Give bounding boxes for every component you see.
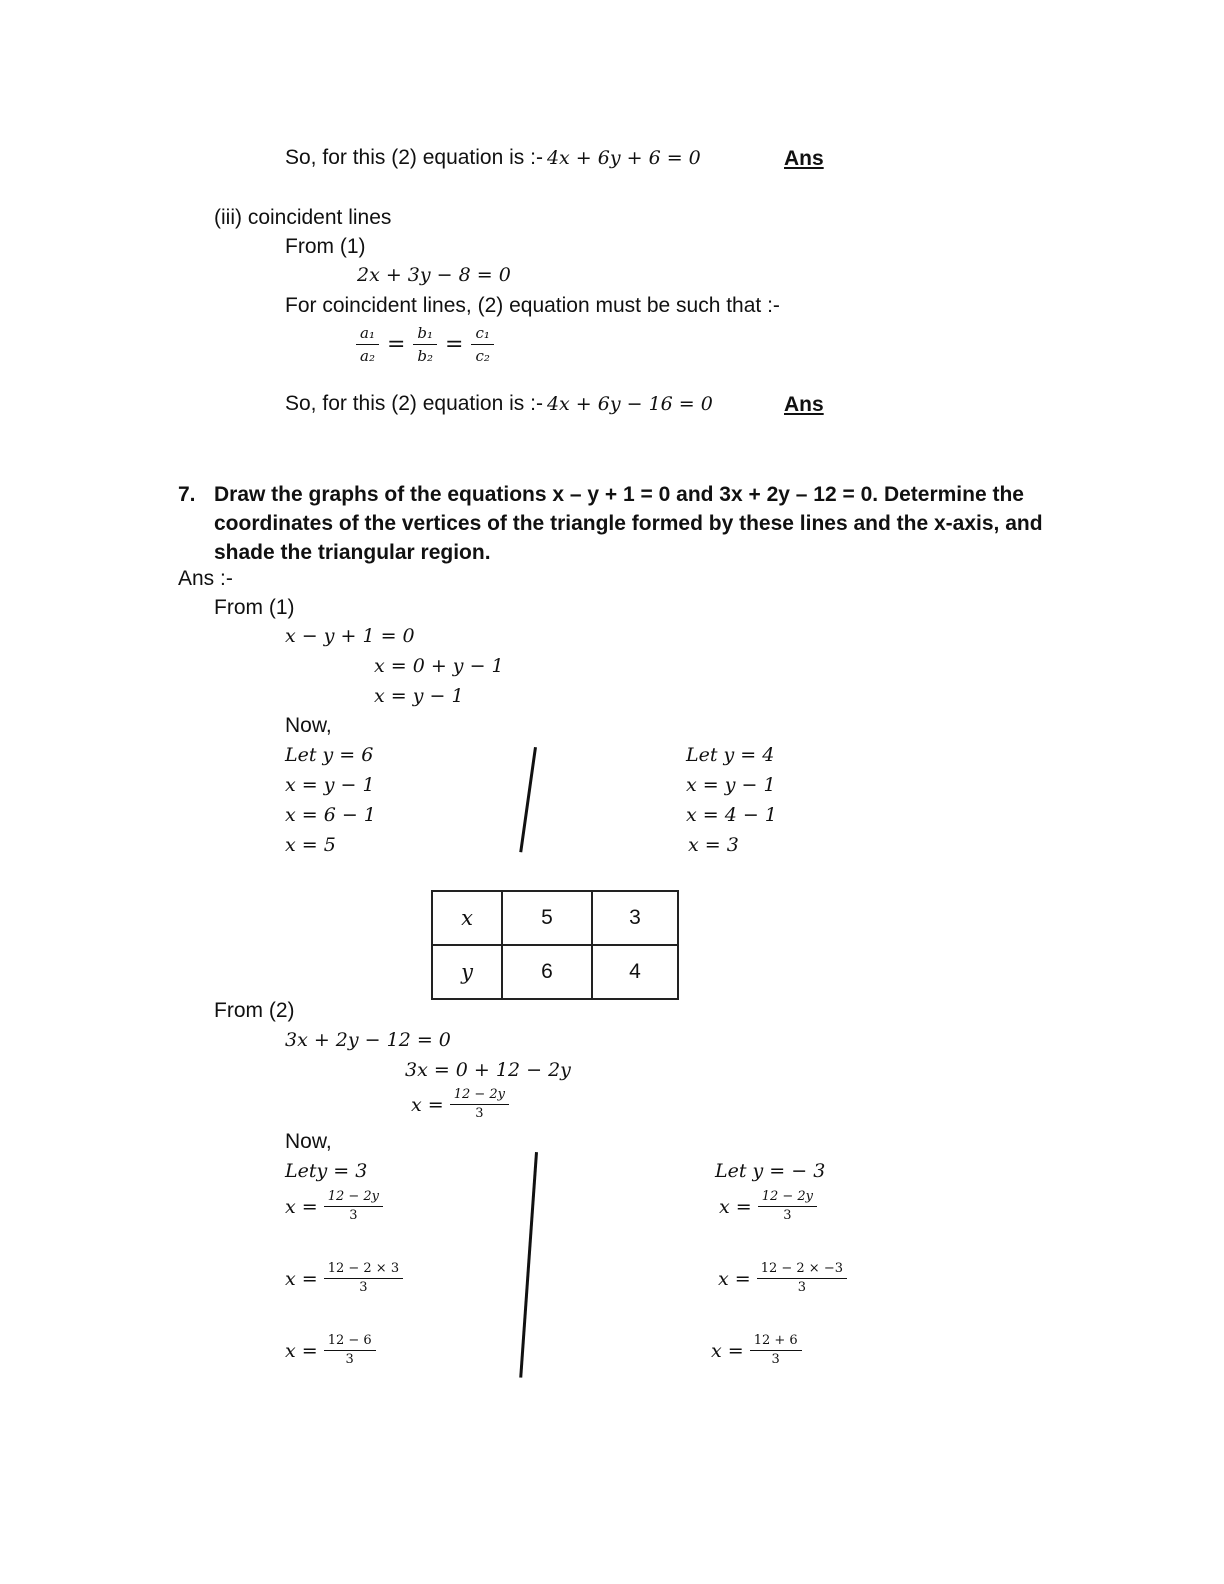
table-row	[432, 891, 678, 945]
column-divider	[519, 1152, 538, 1378]
question-number: 7.	[178, 483, 196, 506]
let-line: Lety = 3	[285, 1160, 368, 1182]
substitution-line: x = 5	[285, 834, 336, 856]
ans-label: Ans	[784, 393, 824, 416]
substitution-line: x = y − 1	[686, 774, 776, 796]
coincident-ratio: $\frac{\text{a₁}}{\text{a₂}}$ = $\frac{\text{b₁}}{\text{b₂}}$ = $\frac{\text{c₁}}{\text{c₂}}$	[356, 322, 494, 367]
table-head-y: y	[432, 945, 502, 999]
step-line: x = $\frac{12 - 2y}{3}$	[719, 1188, 817, 1225]
equation-line: x = y − 1	[374, 685, 464, 707]
condition-text: For coincident lines, (2) equation must be such that :-	[285, 294, 780, 317]
step-line: x = $\frac{12 - 2 \times 3}{3}$	[285, 1260, 403, 1297]
table-cell: 6	[502, 945, 592, 999]
substitution-line: x = 4 − 1	[686, 804, 777, 826]
from-2-label: From (2)	[214, 999, 295, 1022]
substitution-line: x = 3	[688, 834, 739, 856]
equation-1: 2x + 3y − 8 = 0	[357, 264, 511, 286]
substitution-line: Let y = 4	[686, 744, 775, 766]
step-line: x = $\frac{12 + 6}{3}$	[711, 1332, 802, 1369]
now-label: Now,	[285, 714, 332, 737]
equation-line: 3x + 2y − 12 = 0	[285, 1029, 451, 1051]
part-iii-heading: (iii) coincident lines	[214, 206, 392, 229]
table-head-x: x	[432, 891, 502, 945]
step-line: x = $\frac{12 - 2 \times -3}{3}$	[718, 1260, 847, 1297]
from-1-label: From (1)	[214, 596, 295, 619]
fraction-a: $\frac{\text{a₁}}{\text{a₂}}$	[356, 322, 379, 367]
table-cell: 4	[592, 945, 678, 999]
from-1-label: From (1)	[285, 235, 366, 258]
result-prefix: So, for this (2) equation is :-	[285, 146, 543, 169]
equation-line: x = 0 + y − 1	[374, 655, 504, 677]
answer-label: Ans :-	[178, 567, 233, 590]
step-line: x = $\frac{12 - 6}{3}$	[285, 1332, 376, 1369]
result-equation: 4x + 6y + 6 = 0	[546, 147, 701, 169]
table-cell: 5	[502, 891, 592, 945]
equation-line: x = $\frac{12 - 2y}{3}$	[411, 1086, 509, 1123]
question-text: Draw the graphs of the equations x – y + 1 = 0 and 3x + 2y – 12 = 0. Determine the coordinates of the vertices of the triangle formed by these lines and the x-axis, and shade the triangular region.	[214, 483, 1043, 564]
step-line: x = $\frac{12 - 2y}{3}$	[285, 1188, 383, 1225]
part-iii-result	[285, 392, 713, 416]
fraction-b: $\frac{\text{b₁}}{\text{b₂}}$	[413, 322, 437, 367]
result-prefix: So, for this (2) equation is :-	[285, 392, 543, 415]
xy-table	[431, 890, 679, 1000]
fraction: $\frac{12 - 2y}{3}$	[450, 1086, 509, 1123]
result-equation: 4x + 6y − 16 = 0	[546, 393, 713, 415]
ans-label: Ans	[784, 147, 824, 170]
substitution-line: x = y − 1	[285, 774, 375, 796]
fraction-c: $\frac{\text{c₁}}{\text{c₂}}$	[471, 322, 493, 367]
equation-line: x − y + 1 = 0	[285, 625, 415, 647]
let-line: Let y = − 3	[715, 1160, 826, 1182]
column-divider	[519, 747, 537, 852]
equation-line: 3x = 0 + 12 − 2y	[405, 1059, 571, 1081]
part-ii-result	[285, 146, 701, 170]
table-row	[432, 945, 678, 999]
substitution-line: x = 6 − 1	[285, 804, 376, 826]
now-label: Now,	[285, 1130, 332, 1153]
substitution-line: Let y = 6	[285, 744, 374, 766]
table-cell: 3	[592, 891, 678, 945]
